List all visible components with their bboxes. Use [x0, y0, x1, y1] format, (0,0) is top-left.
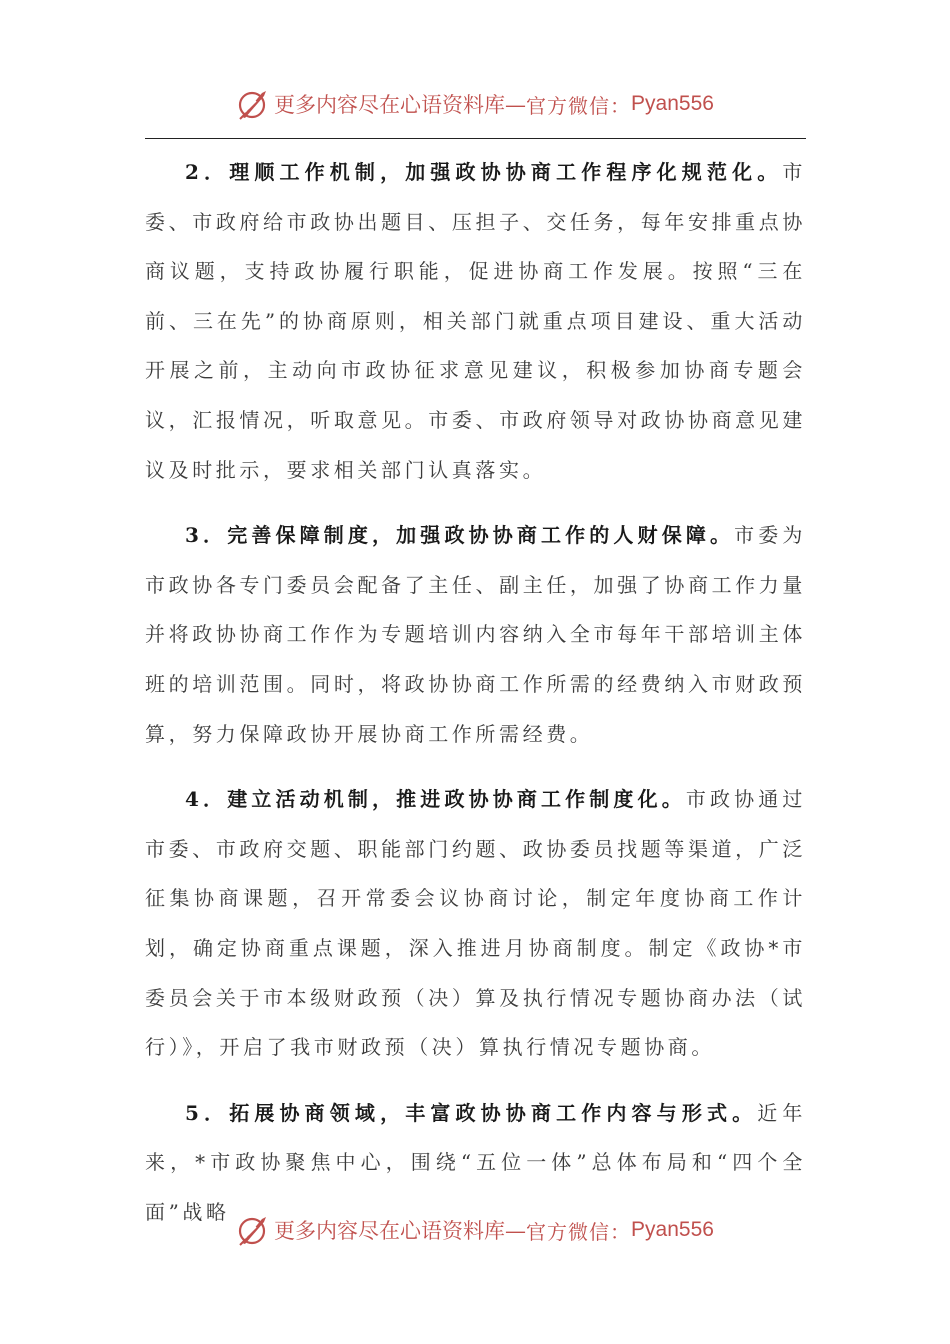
paragraph-heading: 3．完善保障制度，加强政协协商工作的人财保障。 [185, 523, 735, 548]
header-banner [0, 84, 950, 124]
paragraph-heading: 2．理顺工作机制，加强政协协商工作程序化规范化。 [185, 160, 783, 184]
banner-slogan: 更多内容尽在心语资料库— [274, 93, 527, 117]
banner-wechat-label: 官方微信： [526, 1219, 632, 1244]
paragraph-4 [145, 775, 806, 1073]
paragraph-text: 市政协通过市委、市政府交题、职能部门约题、政协委员找题等渠道，广泛征集协商课题，召开常委会议协商讨论，制定年度协商工作计划，确定协商重点课题，深入推进月协商制度。制定《政协*市委员会关于市本级财政预（决）算及执行情况专题协商办法（试行）》，开启了我市财政预（决）算执行情况专题协商。 [145, 787, 807, 1060]
banner-wechat-id: Pyan556 [631, 1218, 714, 1241]
paragraph-2 [145, 148, 806, 495]
quill-logo-icon [236, 87, 270, 121]
paragraph-heading: 5．拓展协商领域，丰富政协协商工作内容与形式。 [185, 1100, 758, 1125]
banner-slogan: 更多内容尽在心语资料库— [274, 1219, 527, 1243]
paragraph-heading: 4．建立活动机制，推进政协协商工作制度化。 [185, 787, 686, 812]
header-rule [145, 138, 806, 139]
paragraph-text: 市委、市政府给市政协出题目、压担子、交任务，每年安排重点协商议题，支持政协履行职能，促进协商工作发展。按照“三在前、三在先”的协商原则，相关部门就重点项目建设、重大活动开展之前，主动向市政协征求意见建议，积极参加协商专题会议，汇报情况，听取意见。市委、市政府领导对政协协商意见建议及时批示，要求相关部门认真落实。 [145, 160, 806, 482]
quill-logo-icon [236, 1213, 270, 1247]
paragraph-text: 市委为市政协各专门委员会配备了主任、副主任，加强了协商工作力量并将政协协商工作作为专题培训内容纳入全市每年干部培训主体班的培训范围。同时，将政协协商工作所需的经费纳入市财政预算，努力保障政协开展协商工作所需经费。 [145, 523, 806, 746]
footer-banner [0, 1210, 950, 1250]
paragraph-3 [145, 511, 806, 759]
banner-wechat-label: 官方微信： [526, 93, 632, 118]
document-body [145, 148, 806, 1253]
banner-wechat-id: Pyan556 [631, 92, 714, 115]
paragraph-text: 近年来，*市政协聚焦中心，围绕“五位一体”总体布局和“四个全面”战略 [145, 1100, 806, 1224]
